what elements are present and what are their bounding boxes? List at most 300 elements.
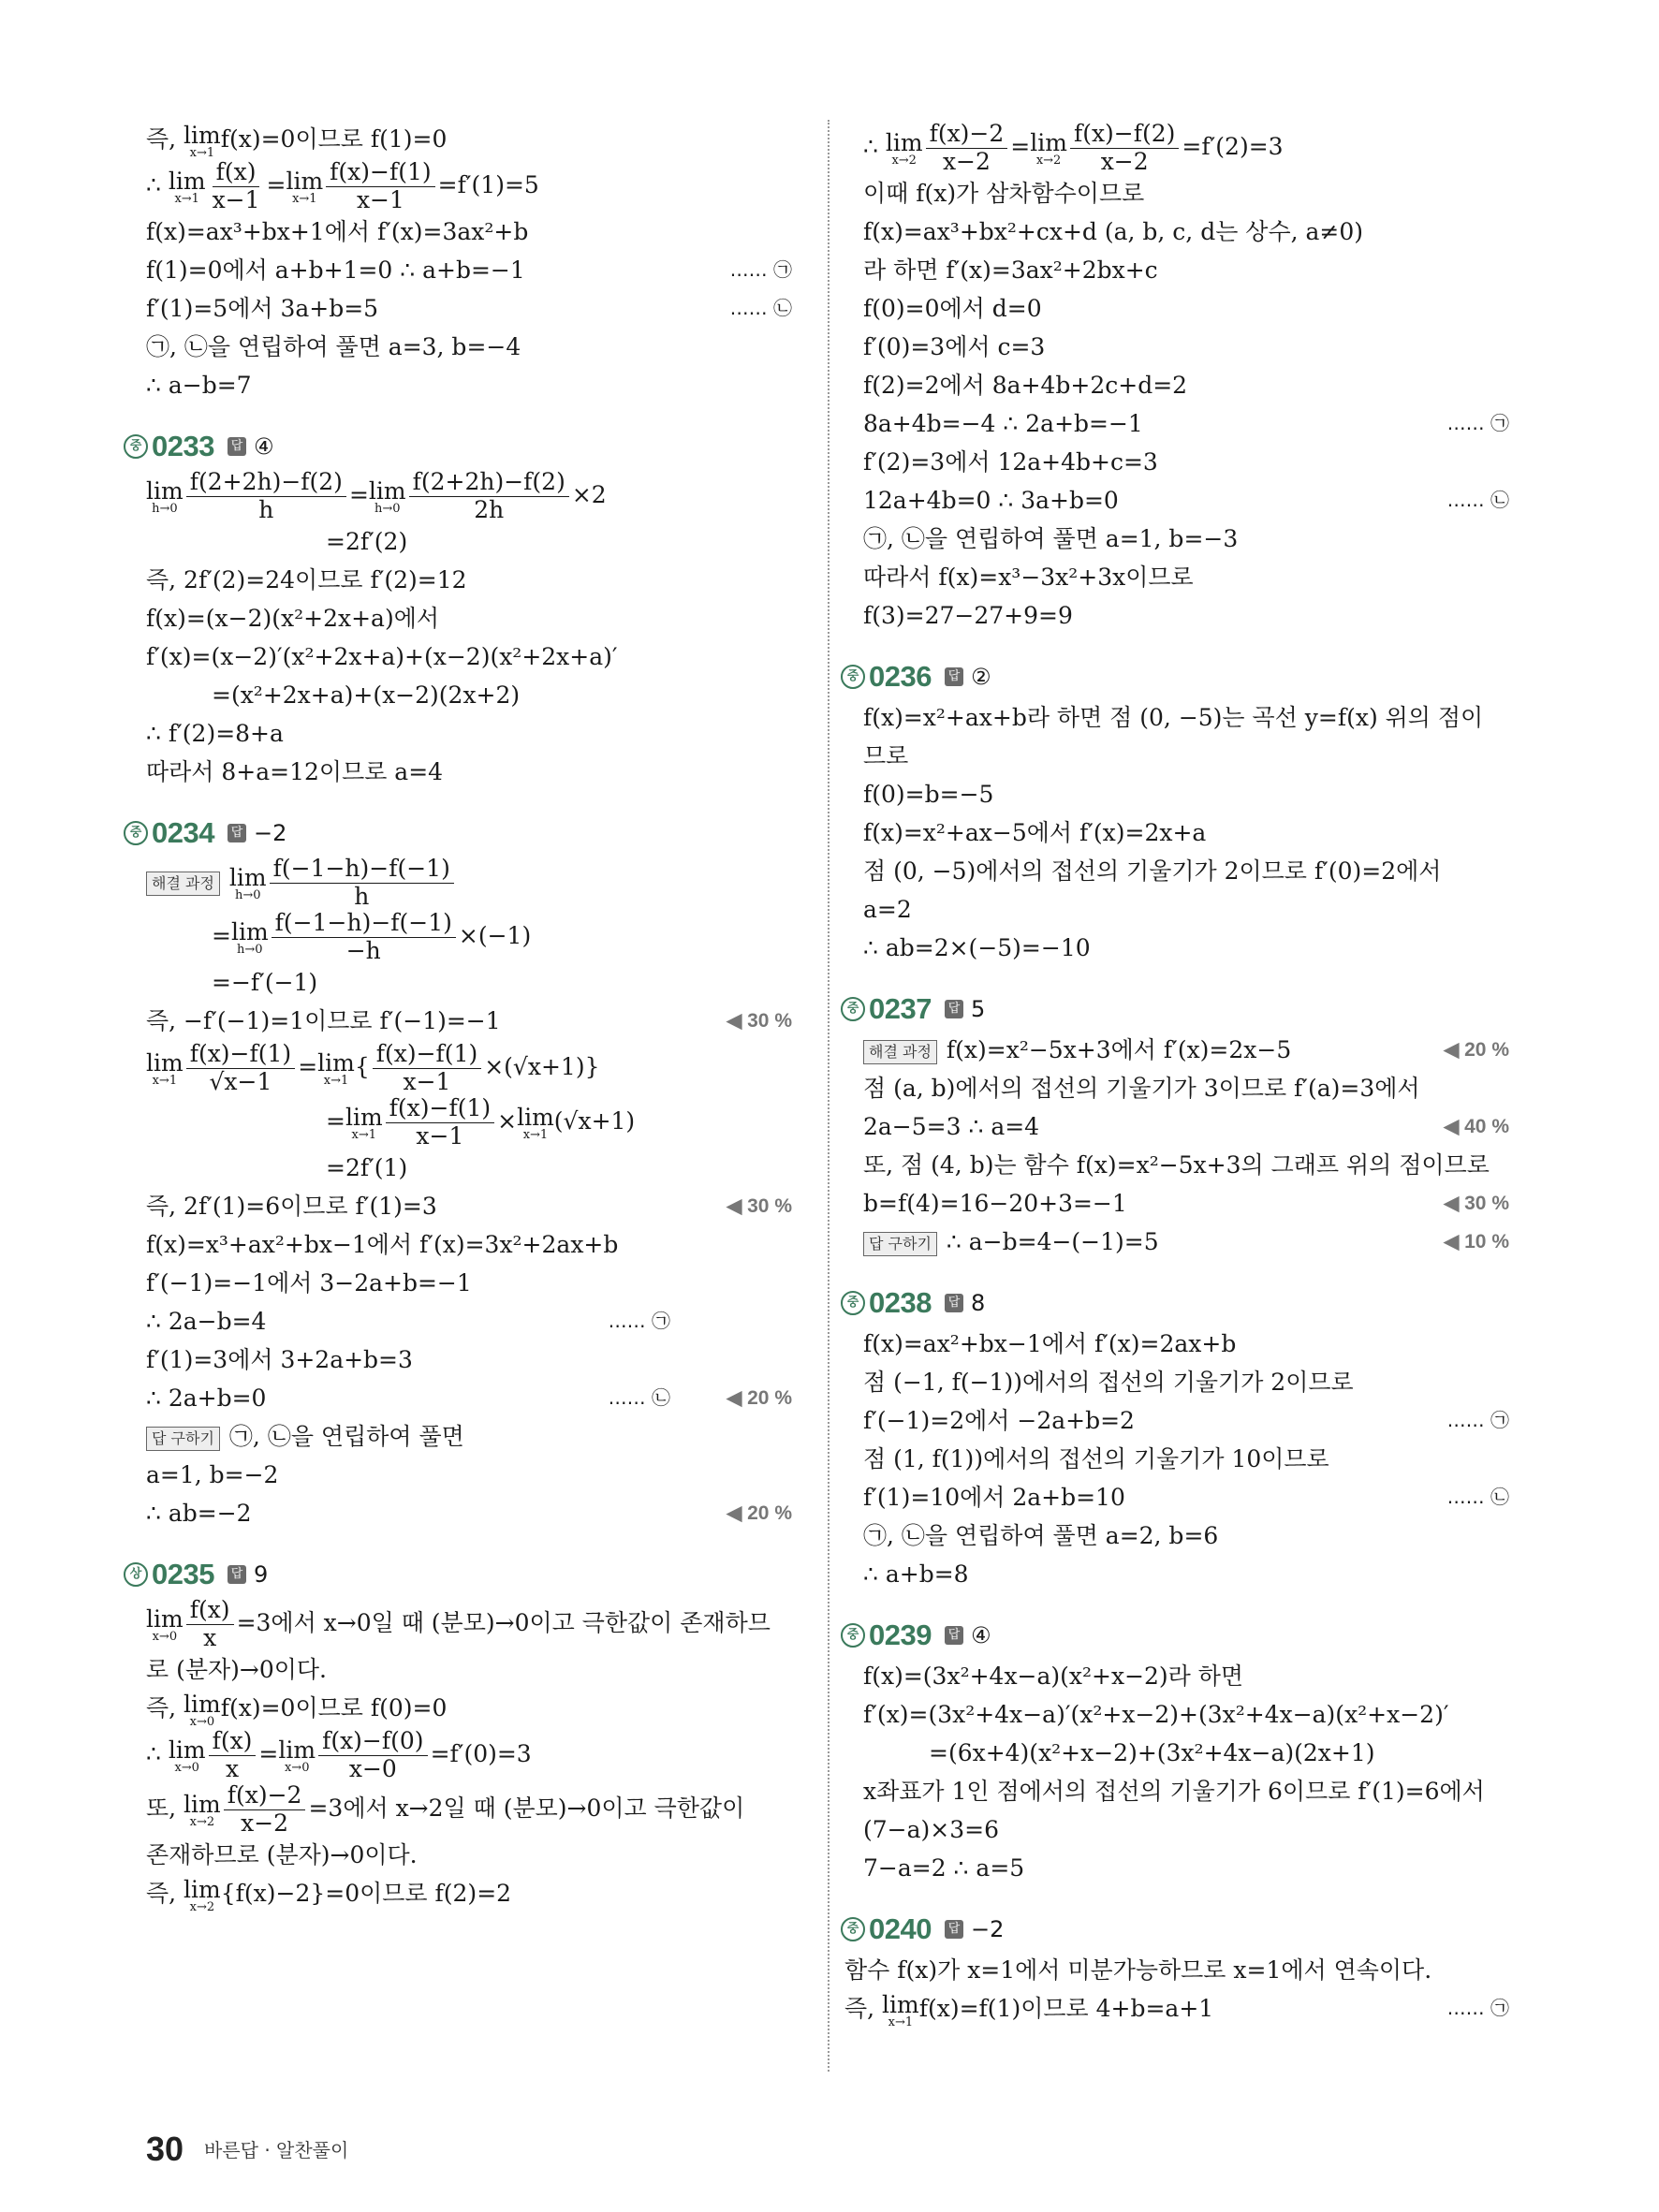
line-text: 또, 점 (4, b)는 함수 f(x)=x²−5x+3의 그래프 위의 점이므로 — [863, 1151, 1490, 1179]
score-percent: ◀ 30 % — [727, 1195, 792, 1217]
line-text: f′(−1)=2에서 −2a+b=2 — [863, 1407, 1135, 1434]
lim-symbol: lim — [146, 476, 184, 505]
score-percent: ◀ 30 % — [1444, 1193, 1509, 1214]
line-text: f′(1)=10에서 2a+b=10 — [863, 1484, 1125, 1511]
line-text: 이때 f(x)가 삼차함수이므로 — [863, 180, 1145, 207]
line-text: f(0)=b=−5 — [863, 781, 994, 808]
limit-operator — [885, 128, 923, 168]
math-text: ∴ — [146, 171, 169, 198]
math-text: (√x+1) — [553, 1107, 636, 1135]
denominator: √x−1 — [209, 1068, 272, 1095]
problem-header — [841, 655, 1509, 698]
solution-line — [863, 775, 1509, 813]
problem-number: 0238 — [869, 1286, 932, 1319]
lim-subscript: x→2 — [189, 1899, 215, 1914]
answer-icon: 답 — [228, 437, 246, 456]
solution-line — [863, 1849, 1509, 1887]
solution-line — [146, 1379, 792, 1417]
solution-line — [146, 963, 792, 1002]
denominator: h — [258, 496, 274, 523]
lim-symbol: lim — [517, 1103, 554, 1131]
fraction — [386, 1095, 494, 1150]
page-footer — [146, 2131, 348, 2168]
equation-marker: …… ㉡ — [1446, 489, 1509, 511]
solution-line — [863, 1069, 1509, 1107]
math-text: 즉, — [146, 125, 184, 153]
lim-symbol: lim — [230, 917, 269, 945]
problem-number: 0235 — [152, 1558, 214, 1590]
solution-line — [863, 596, 1509, 635]
solution-line — [146, 1494, 792, 1532]
lim-subscript: h→0 — [374, 501, 401, 516]
numerator: f(x)−f(1) — [386, 1095, 494, 1123]
lim-symbol: lim — [184, 1790, 221, 1818]
page-number: 30 — [146, 2130, 184, 2168]
line-text: a=1, b=−2 — [146, 1461, 279, 1488]
lim-subscript: x→2 — [891, 153, 917, 168]
solution-line — [863, 1478, 1509, 1516]
lim-subscript: h→0 — [235, 887, 261, 902]
lim-subscript: x→0 — [189, 1714, 215, 1729]
lim-subscript: x→1 — [189, 145, 215, 160]
line-text: ㉠, ㉡을 연립하여 풀면 a=3, b=−4 — [146, 333, 521, 360]
line-text: 점 (a, b)에서의 접선의 기울기가 3이므로 f′(a)=3에서 — [863, 1075, 1420, 1102]
line-text: 즉, 2f′(1)=6이므로 f′(1)=3 — [146, 1193, 437, 1220]
fraction — [186, 1041, 295, 1096]
line-text: x좌표가 1인 점에서의 접선의 기울기가 6이므로 f′(1)=6에서 — [863, 1778, 1485, 1805]
solution-line — [146, 1417, 792, 1456]
math-text: ×2 — [571, 481, 607, 508]
math-text: 즉, — [146, 1880, 184, 1907]
line-text: ∴ a−b=4−(−1)=5 — [946, 1228, 1159, 1255]
answer-value: ④ — [970, 1622, 991, 1648]
fraction — [209, 159, 264, 214]
equation-marker: …… ㉡ — [1446, 1486, 1509, 1508]
limit-operator — [345, 1103, 383, 1142]
solution-line — [863, 1401, 1509, 1440]
line-text: 함수 f(x)가 x=1에서 미분가능하므로 x=1에서 연속이다. — [844, 1956, 1432, 1984]
solution-line — [863, 443, 1509, 481]
difficulty-badge: 중 — [841, 1623, 865, 1648]
line-text: ∴ ab=−2 — [146, 1500, 252, 1527]
line-text: f′(x)=(3x²+4x−a)′(x²+x−2)+(3x²+4x−a)(x²+x−2)′ — [863, 1701, 1449, 1728]
problem-header — [124, 812, 792, 855]
denominator: x−1 — [403, 1068, 451, 1095]
numerator: f(x)−2 — [224, 1782, 306, 1810]
column-divider — [828, 120, 830, 2072]
limit-operator — [169, 169, 206, 205]
fraction — [209, 1728, 257, 1783]
line-text: =(x²+2x+a)+(x−2)(2x+2) — [212, 681, 521, 709]
answer-icon: 답 — [228, 824, 246, 842]
section-gap — [146, 404, 792, 425]
equation-marker: …… ㉠ — [1446, 1409, 1509, 1431]
numerator: f(2+2h)−f(2) — [409, 469, 569, 497]
lim-symbol: lim — [368, 476, 406, 505]
section-gap — [146, 1532, 792, 1553]
math-text: = — [348, 481, 369, 508]
line-text: ∴ f′(2)=8+a — [146, 720, 284, 747]
line-text: 즉, −f′(−1)=1이므로 f′(−1)=−1 — [146, 1007, 501, 1034]
denominator: x — [225, 1755, 240, 1782]
problem-header — [124, 425, 792, 468]
line-text: a=2 — [863, 896, 912, 923]
problem-number: 0236 — [869, 660, 932, 693]
lim-subscript: x→2 — [1035, 153, 1062, 168]
solution-line — [863, 1695, 1509, 1734]
fraction — [326, 159, 434, 214]
answer-value: ④ — [253, 433, 274, 460]
line-text: ∴ 2a+b=0 — [146, 1384, 267, 1412]
answer-value: ② — [970, 664, 991, 690]
limit-operator — [169, 1738, 206, 1774]
math-text: = — [266, 171, 286, 198]
score-percent: ◀ 20 % — [727, 1502, 792, 1524]
solution-line — [146, 1187, 792, 1225]
solution-line — [863, 813, 1509, 852]
solution-line — [146, 1302, 792, 1340]
line-text: ㉠, ㉡을 연립하여 풀면 a=1, b=−3 — [863, 525, 1239, 552]
solution-line — [863, 1184, 1509, 1223]
math-text: =f′(2)=3 — [1182, 133, 1284, 160]
lim-symbol: lim — [146, 1048, 184, 1077]
fraction — [186, 469, 346, 524]
section-gap — [863, 635, 1509, 655]
solution-line — [863, 289, 1509, 328]
score-percent: ◀ 20 % — [727, 1387, 792, 1409]
lim-symbol: lim — [146, 1604, 184, 1633]
limit-operator — [228, 863, 267, 902]
denominator: x−2 — [942, 148, 991, 175]
line-text: ∴ ab=2×(−5)=−10 — [863, 934, 1091, 961]
line-text: 라 하면 f′(x)=3ax²+2bx+c — [863, 256, 1158, 284]
numerator: f(x) — [186, 1597, 234, 1625]
problem-header — [841, 1614, 1509, 1657]
solution-line — [863, 1734, 1509, 1772]
line-text: ∴ a−b=7 — [146, 372, 252, 399]
solution-line — [146, 158, 792, 212]
solution-line — [863, 1440, 1509, 1478]
limit-operator — [184, 121, 221, 160]
lim-symbol: lim — [345, 1103, 383, 1131]
line-text: f(x)=(3x²+4x−a)(x²+x−2)라 하면 — [863, 1663, 1244, 1690]
solution-line — [863, 558, 1509, 596]
line-text: =2f′(2) — [326, 528, 408, 555]
fraction — [272, 910, 456, 965]
fraction — [186, 1597, 234, 1652]
lim-subscript: x→1 — [174, 191, 199, 206]
limit-operator — [146, 1604, 184, 1644]
solution-line — [863, 520, 1509, 558]
difficulty-badge: 중 — [124, 434, 148, 459]
limit-operator — [146, 476, 184, 516]
line-text: f′(1)=5에서 3a+b=5 — [146, 295, 379, 322]
math-text: =f′(1)=5 — [437, 171, 539, 198]
solution-line — [146, 1149, 792, 1187]
lim-subscript: x→1 — [323, 1073, 349, 1088]
lim-subscript: x→2 — [189, 1814, 215, 1829]
lim-symbol: lim — [228, 863, 267, 891]
numerator: f(x)−f(2) — [1070, 121, 1179, 149]
answer-value: 9 — [253, 1561, 269, 1588]
score-percent: ◀ 10 % — [1444, 1231, 1509, 1252]
denominator: x — [203, 1624, 217, 1651]
left-column — [129, 120, 792, 1914]
solution-line — [146, 1002, 792, 1040]
fraction — [224, 1782, 306, 1838]
solution-line — [863, 251, 1509, 289]
solution-line — [146, 1596, 792, 1650]
answer-icon: 답 — [945, 1294, 963, 1312]
line-text: f(x)=x³+ax²+bx−1에서 f′(x)=3x²+2ax+b — [146, 1231, 619, 1258]
solution-line — [146, 637, 792, 676]
math-text: = — [212, 922, 231, 949]
equation-marker: …… ㉠ — [1446, 1997, 1509, 2019]
section-gap — [146, 791, 792, 812]
lim-subscript: x→1 — [888, 2014, 914, 2029]
answer-icon: 답 — [945, 1000, 963, 1018]
line-text: 점 (−1, f(−1))에서의 접선의 기울기가 2이므로 — [863, 1369, 1354, 1396]
math-text: × — [497, 1107, 518, 1135]
lim-symbol: lim — [184, 1690, 221, 1718]
lim-subscript: h→0 — [152, 501, 178, 516]
difficulty-badge: 중 — [841, 665, 865, 689]
line-text: ∴ a+b=8 — [863, 1560, 969, 1588]
solution-line — [863, 404, 1509, 443]
limit-operator — [184, 1692, 221, 1728]
line-text: f(x)=x²+ax+b라 하면 점 (0, −5)는 곡선 y=f(x) 위의 점이 — [863, 704, 1484, 731]
equation-marker: …… ㉠ — [608, 1310, 670, 1332]
limit-operator — [317, 1048, 355, 1088]
solution-line — [863, 1031, 1509, 1069]
section-gap — [863, 967, 1509, 988]
solution-line — [146, 289, 792, 328]
line-text: ㉠, ㉡을 연립하여 풀면 a=2, b=6 — [863, 1522, 1219, 1549]
solution-line — [863, 1772, 1509, 1810]
solution-line — [863, 1223, 1509, 1261]
solution-line — [863, 1810, 1509, 1849]
solution-line — [863, 1657, 1509, 1695]
math-text: 또, — [146, 1795, 184, 1822]
score-percent: ◀ 30 % — [727, 1010, 792, 1032]
solution-line — [844, 1951, 1509, 1989]
lim-symbol: lim — [168, 1736, 206, 1764]
answer-icon: 답 — [228, 1565, 246, 1584]
line-text: ∴ 2a−b=4 — [146, 1308, 267, 1335]
line-text: f(3)=27−27+9=9 — [863, 602, 1073, 629]
footer-title: 바른답 · 알찬풀이 — [204, 2139, 349, 2161]
problem-header — [841, 1908, 1509, 1951]
lim-symbol: lim — [885, 128, 923, 156]
solution-line — [146, 468, 792, 522]
line-text: 존재하므로 (분자)→0이다. — [146, 1841, 418, 1868]
solution-line — [146, 1874, 792, 1912]
solution-line — [146, 1340, 792, 1379]
math-text: =3에서 x→2일 때 (분모)→0이고 극한값이 — [308, 1795, 745, 1822]
lim-subscript: x→0 — [152, 1629, 178, 1644]
solution-line — [146, 1727, 792, 1781]
fraction — [318, 1728, 427, 1783]
math-text: =3에서 x→0일 때 (분모)→0이고 극한값이 존재하므 — [236, 1609, 771, 1636]
math-text: = — [1010, 133, 1031, 160]
solution-line — [863, 120, 1509, 174]
denominator: h — [354, 883, 370, 910]
solution-line — [146, 1094, 792, 1149]
line-text: =(6x+4)(x²+x−2)+(3x²+4x−a)(2x+1) — [929, 1739, 1375, 1766]
solution-line — [863, 212, 1509, 251]
problem-number: 0239 — [869, 1619, 932, 1651]
math-text: ×(√x+1)} — [484, 1053, 600, 1080]
solution-line — [146, 328, 792, 366]
math-text: = — [258, 1740, 279, 1767]
line-text: f(x)=(x−2)(x²+2x+a)에서 — [146, 605, 439, 632]
line-text: b=f(4)=16−20+3=−1 — [863, 1190, 1127, 1217]
fraction — [1070, 121, 1179, 176]
solution-line — [146, 855, 792, 909]
solution-line — [863, 366, 1509, 404]
denominator: 2h — [474, 496, 505, 523]
solution-line — [844, 1989, 1509, 2028]
solution-line — [863, 1146, 1509, 1184]
solution-line — [146, 251, 792, 289]
difficulty-badge: 중 — [841, 1291, 865, 1315]
math-text: f(x)=f(1)이므로 4+b=a+1 — [918, 1995, 1214, 2022]
limit-operator — [368, 476, 406, 516]
denominator: x−0 — [348, 1755, 397, 1782]
lim-subscript: x→1 — [351, 1127, 377, 1142]
solution-line — [146, 212, 792, 251]
line-text: =−f′(−1) — [212, 969, 318, 996]
solution-line — [863, 737, 1509, 775]
lim-symbol: lim — [1030, 128, 1067, 156]
math-text: ∴ — [863, 133, 886, 160]
limit-operator — [278, 1738, 316, 1774]
numerator: f(x)−f(1) — [186, 1041, 295, 1069]
line-text: ㉠, ㉡을 연립하여 풀면 — [228, 1423, 464, 1450]
line-text: f′(0)=3에서 c=3 — [863, 333, 1046, 360]
line-text: 므로 — [863, 742, 909, 769]
numerator: f(−1−h)−f(−1) — [272, 910, 456, 938]
limit-operator — [184, 1790, 221, 1829]
limit-operator — [286, 169, 323, 205]
solution-line — [146, 1650, 792, 1689]
lim-symbol: lim — [168, 167, 206, 195]
math-text: {f(x)−2}=0이므로 f(2)=2 — [220, 1880, 512, 1907]
score-percent: ◀ 40 % — [1444, 1116, 1509, 1137]
denominator: x−2 — [1100, 148, 1149, 175]
solution-line — [863, 328, 1509, 366]
line-text: f(x)=x²−5x+3에서 f′(x)=2x−5 — [946, 1036, 1292, 1063]
math-text: 즉, — [844, 1995, 883, 2022]
solution-line — [146, 753, 792, 791]
numerator: f(x) — [209, 1728, 257, 1756]
answer-value: 8 — [970, 1290, 986, 1316]
solution-line — [146, 599, 792, 637]
solution-line — [863, 1516, 1509, 1555]
lim-symbol: lim — [184, 121, 221, 149]
solution-line — [146, 1781, 792, 1836]
math-text: f(x)=0이므로 f(1)=0 — [220, 125, 448, 153]
denominator: x−1 — [356, 186, 404, 213]
lim-subscript: x→1 — [292, 191, 317, 206]
limit-operator — [1030, 128, 1067, 168]
fraction — [373, 1041, 481, 1096]
lim-subscript: x→0 — [174, 1760, 199, 1775]
line-text: 2a−5=3 ∴ a=4 — [863, 1113, 1040, 1140]
problem-number: 0234 — [152, 816, 214, 849]
right-column — [844, 120, 1509, 2029]
answer-value: −2 — [970, 1916, 1005, 1942]
lim-subscript: h→0 — [237, 942, 263, 957]
line-text: 즉, 2f′(2)=24이므로 f′(2)=12 — [146, 566, 467, 593]
line-text: f′(−1)=−1에서 3−2a+b=−1 — [146, 1269, 472, 1296]
numerator: f(x)−f(1) — [373, 1041, 481, 1069]
numerator: f(x)−2 — [926, 121, 1008, 149]
section-gap — [863, 1261, 1509, 1282]
line-text: f(x)=ax²+bx−1에서 f′(x)=2ax+b — [863, 1330, 1237, 1357]
lim-symbol: lim — [286, 167, 324, 195]
solution-line — [146, 366, 792, 404]
line-text: 점 (1, f(1))에서의 접선의 기울기가 10이므로 — [863, 1445, 1329, 1472]
math-text: = — [298, 1053, 318, 1080]
solution-line — [146, 676, 792, 714]
equation-marker: …… ㉠ — [729, 258, 792, 281]
math-text: =f′(0)=3 — [430, 1740, 532, 1767]
line-text: 7−a=2 ∴ a=5 — [863, 1854, 1025, 1882]
solution-line — [146, 1040, 792, 1094]
line-text: f(0)=0에서 d=0 — [863, 295, 1042, 322]
line-text: 12a+4b=0 ∴ 3a+b=0 — [863, 487, 1119, 514]
line-text: 따라서 8+a=12이므로 a=4 — [146, 758, 444, 785]
solution-line — [863, 1555, 1509, 1593]
answer-icon: 답 — [945, 1626, 963, 1645]
solution-line — [146, 1689, 792, 1727]
limit-operator — [882, 1990, 919, 2029]
denominator: x−1 — [416, 1122, 464, 1150]
line-text: 따라서 f(x)=x³−3x²+3x이므로 — [863, 564, 1194, 591]
lim-subscript: x→1 — [522, 1127, 549, 1142]
solution-line — [146, 1836, 792, 1874]
answer-value: −2 — [253, 820, 287, 846]
fraction — [926, 121, 1008, 176]
line-text: (7−a)×3=6 — [863, 1816, 999, 1843]
problem-header — [841, 988, 1509, 1031]
step-label: 해결 과정 — [863, 1040, 937, 1064]
limit-operator — [230, 917, 269, 957]
lim-symbol: lim — [184, 1875, 221, 1903]
math-text: 즉, — [146, 1694, 184, 1721]
solution-line — [863, 1325, 1509, 1363]
fraction — [270, 856, 454, 911]
line-text: f(x)=x²+ax−5에서 f′(x)=2x+a — [863, 819, 1207, 846]
math-text: = — [326, 1107, 345, 1135]
solution-line — [146, 522, 792, 561]
line-text: f(x)=ax³+bx+1에서 f′(x)=3ax²+b — [146, 218, 529, 245]
solution-line — [146, 1264, 792, 1302]
solution-line — [146, 714, 792, 753]
line-text: 점 (0, −5)에서의 접선의 기울기가 2이므로 f′(0)=2에서 — [863, 857, 1442, 885]
denominator: x−2 — [241, 1809, 289, 1837]
math-text: ∴ — [146, 1740, 169, 1767]
step-label: 해결 과정 — [146, 872, 220, 896]
math-text: ×(−1) — [458, 922, 532, 949]
numerator: f(x)−f(1) — [326, 159, 434, 187]
solution-line — [863, 1363, 1509, 1401]
lim-symbol: lim — [882, 1990, 919, 2018]
lim-subscript: x→0 — [284, 1760, 310, 1775]
solution-line — [146, 561, 792, 599]
numerator: f(x)−f(0) — [318, 1728, 427, 1756]
